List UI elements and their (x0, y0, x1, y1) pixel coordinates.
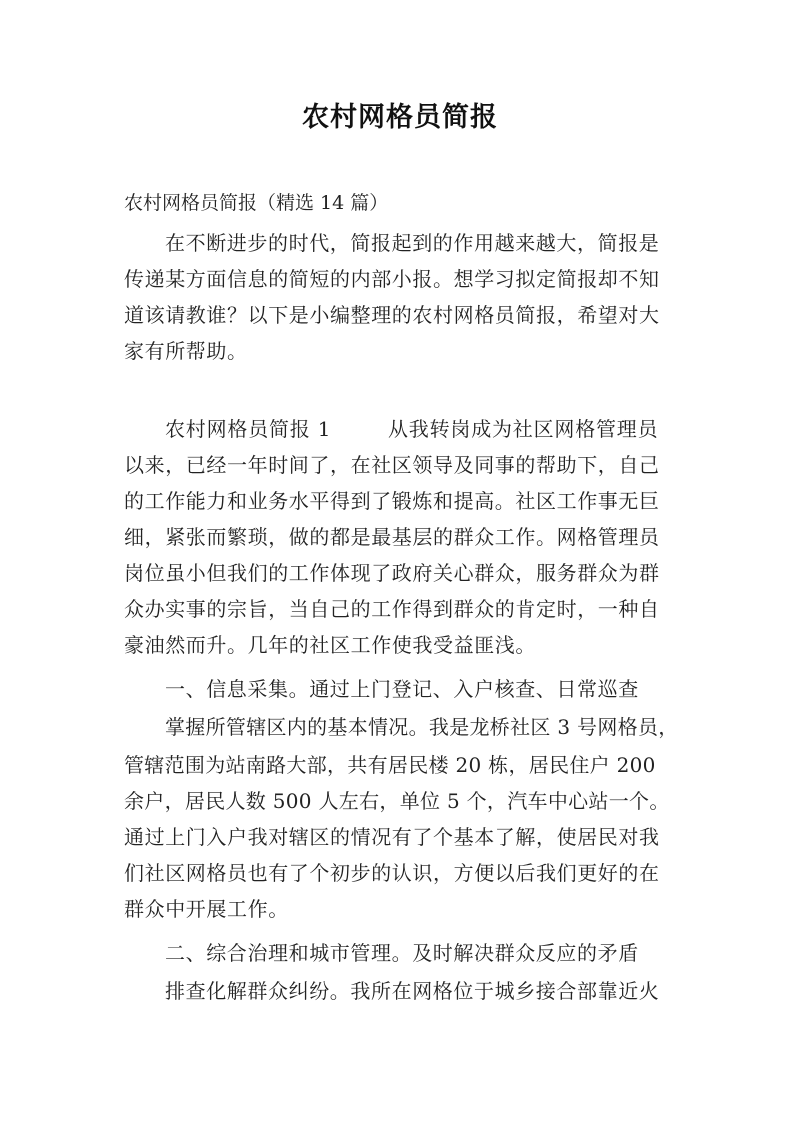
point1-heading: 一、信息采集。通过上门登记、入户核查、日常巡查 (165, 677, 639, 701)
point1-line: 余户，居民人数 500 人左右，单位 5 个，汽车中心站一个。 (124, 789, 670, 813)
document-subtitle: 农村网格员简报（精选 14 篇） (124, 192, 389, 214)
section1-line: 的工作能力和业务水平得到了锻炼和提高。社区工作事无巨 (124, 489, 660, 513)
point2-heading: 二、综合治理和城市管理。及时解决群众反应的矛盾 (165, 941, 639, 965)
point2-line: 排查化解群众纠纷。我所在网格位于城乡接合部靠近火 (165, 979, 660, 1003)
point1-line: 管辖范围为站南路大部，共有居民楼 20 栋，居民住户 200 (124, 753, 656, 777)
point1-line: 们社区网格员也有了个初步的认识，方便以后我们更好的在 (124, 861, 660, 885)
point1-line: 掌握所管辖区内的基本情况。我是龙桥社区 3 号网格员， (165, 715, 679, 739)
intro-line: 家有所帮助。 (124, 339, 248, 363)
section1-line: 以来，已经一年时间了，在社区领导及同事的帮助下，自己 (124, 453, 660, 477)
point1-line: 群众中开展工作。 (124, 897, 289, 921)
document-title: 农村网格员简报 (302, 102, 498, 133)
section1-heading: 农村网格员简报 1 (165, 417, 332, 441)
intro-line: 道该请教谁？以下是小编整理的农村网格员简报，希望对大 (124, 303, 660, 327)
section1-line: 细，紧张而繁琐，做的都是最基层的群众工作。网格管理员 (124, 525, 660, 549)
section1-line: 豪油然而升。几年的社区工作使我受益匪浅。 (124, 633, 536, 657)
section1-line: 众办实事的宗旨，当自己的工作得到群众的肯定时，一种自 (124, 597, 660, 621)
point1-line: 通过上门入户我对辖区的情况有了个基本了解，使居民对我 (124, 825, 660, 849)
section1-line: 岗位虽小但我们的工作体现了政府关心群众，服务群众为群 (124, 561, 660, 585)
intro-line: 传递某方面信息的简短的内部小报。想学习拟定简报却不知 (124, 267, 660, 291)
section1-line: 从我转岗成为社区网格管理员 (388, 417, 659, 441)
intro-line: 在不断进步的时代，简报起到的作用越来越大，简报是 (165, 231, 660, 255)
